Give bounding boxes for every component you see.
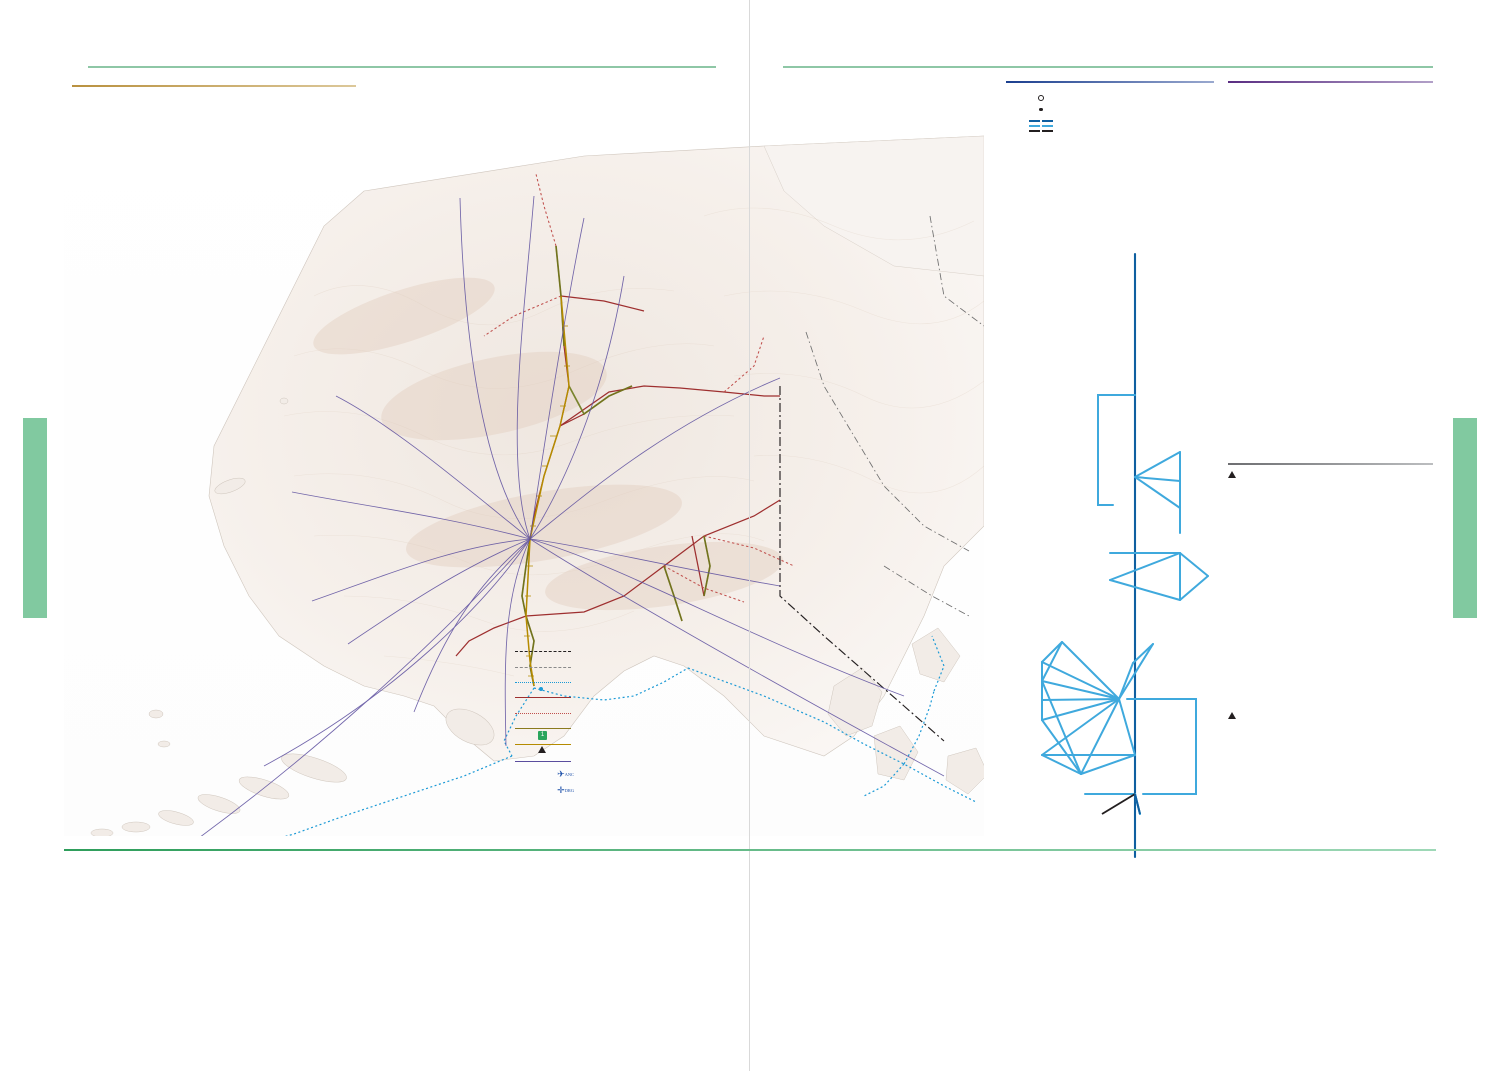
railways-rule (1228, 463, 1433, 465)
side-tab-left (23, 418, 47, 618)
mainline-route-icon (1006, 120, 1076, 122)
travel-rule (72, 85, 356, 87)
railroad-triangle-icon (1228, 712, 1236, 719)
amhs-route-lines (1006, 240, 1231, 880)
travel-in-alaska-section (72, 82, 362, 94)
inter-island-ferry-icon (1006, 130, 1076, 132)
white-pass-heading (1228, 712, 1345, 720)
amhs-footnotes (1006, 778, 1214, 783)
air-travel-section (1228, 78, 1433, 90)
header-rule-left (88, 66, 716, 68)
header-rule-right (783, 66, 1433, 68)
alaska-railroad-heading (1228, 471, 1345, 479)
white-pass-diagram[interactable] (1355, 712, 1433, 808)
amhs-legend (1006, 92, 1214, 132)
scenic-byways-section (64, 846, 1436, 859)
unpaved-road-icon (512, 713, 574, 714)
terminal-circle-icon (1006, 95, 1076, 101)
amhs-rule (1006, 81, 1214, 83)
white-pass-text (1228, 712, 1345, 808)
ferry-route-terminal-icon (512, 682, 574, 683)
flight-connection-icon (512, 756, 574, 762)
air-travel-rule (1228, 81, 1433, 83)
amhs-legend-row (1006, 92, 1214, 103)
railroad-icon (512, 744, 574, 745)
amhs-legend-row (1006, 125, 1214, 127)
amhs-legend-row (1006, 130, 1214, 132)
right-page (750, 0, 1500, 1071)
amhs-section (1006, 78, 1214, 132)
non-primary-airport-icon: ✛ DRG (557, 784, 574, 795)
scenic-byways-rule (64, 849, 1436, 851)
white-pass-section (1228, 712, 1433, 815)
limited-trips-dot-icon (1006, 108, 1076, 111)
day-route-icon (1006, 125, 1076, 127)
alaska-railroad-diagram[interactable] (1355, 471, 1433, 711)
side-tab-right (1453, 418, 1477, 618)
amhs-route-diagram[interactable] (1006, 240, 1231, 760)
primary-airport-icon: ✈ ANC (557, 769, 574, 780)
alaska-railroad-text (1228, 471, 1345, 711)
amhs-legend-row (1006, 103, 1214, 116)
railways-section (1228, 460, 1433, 711)
province-boundary-icon (512, 667, 574, 668)
amhs-legend-row (1006, 120, 1214, 122)
railroad-triangle-icon (1228, 471, 1236, 478)
flight-times-table (1228, 282, 1433, 287)
international-boundary-icon (512, 651, 574, 652)
paved-road-icon (512, 697, 574, 698)
scenic-byway-icon: 1 (512, 728, 574, 729)
